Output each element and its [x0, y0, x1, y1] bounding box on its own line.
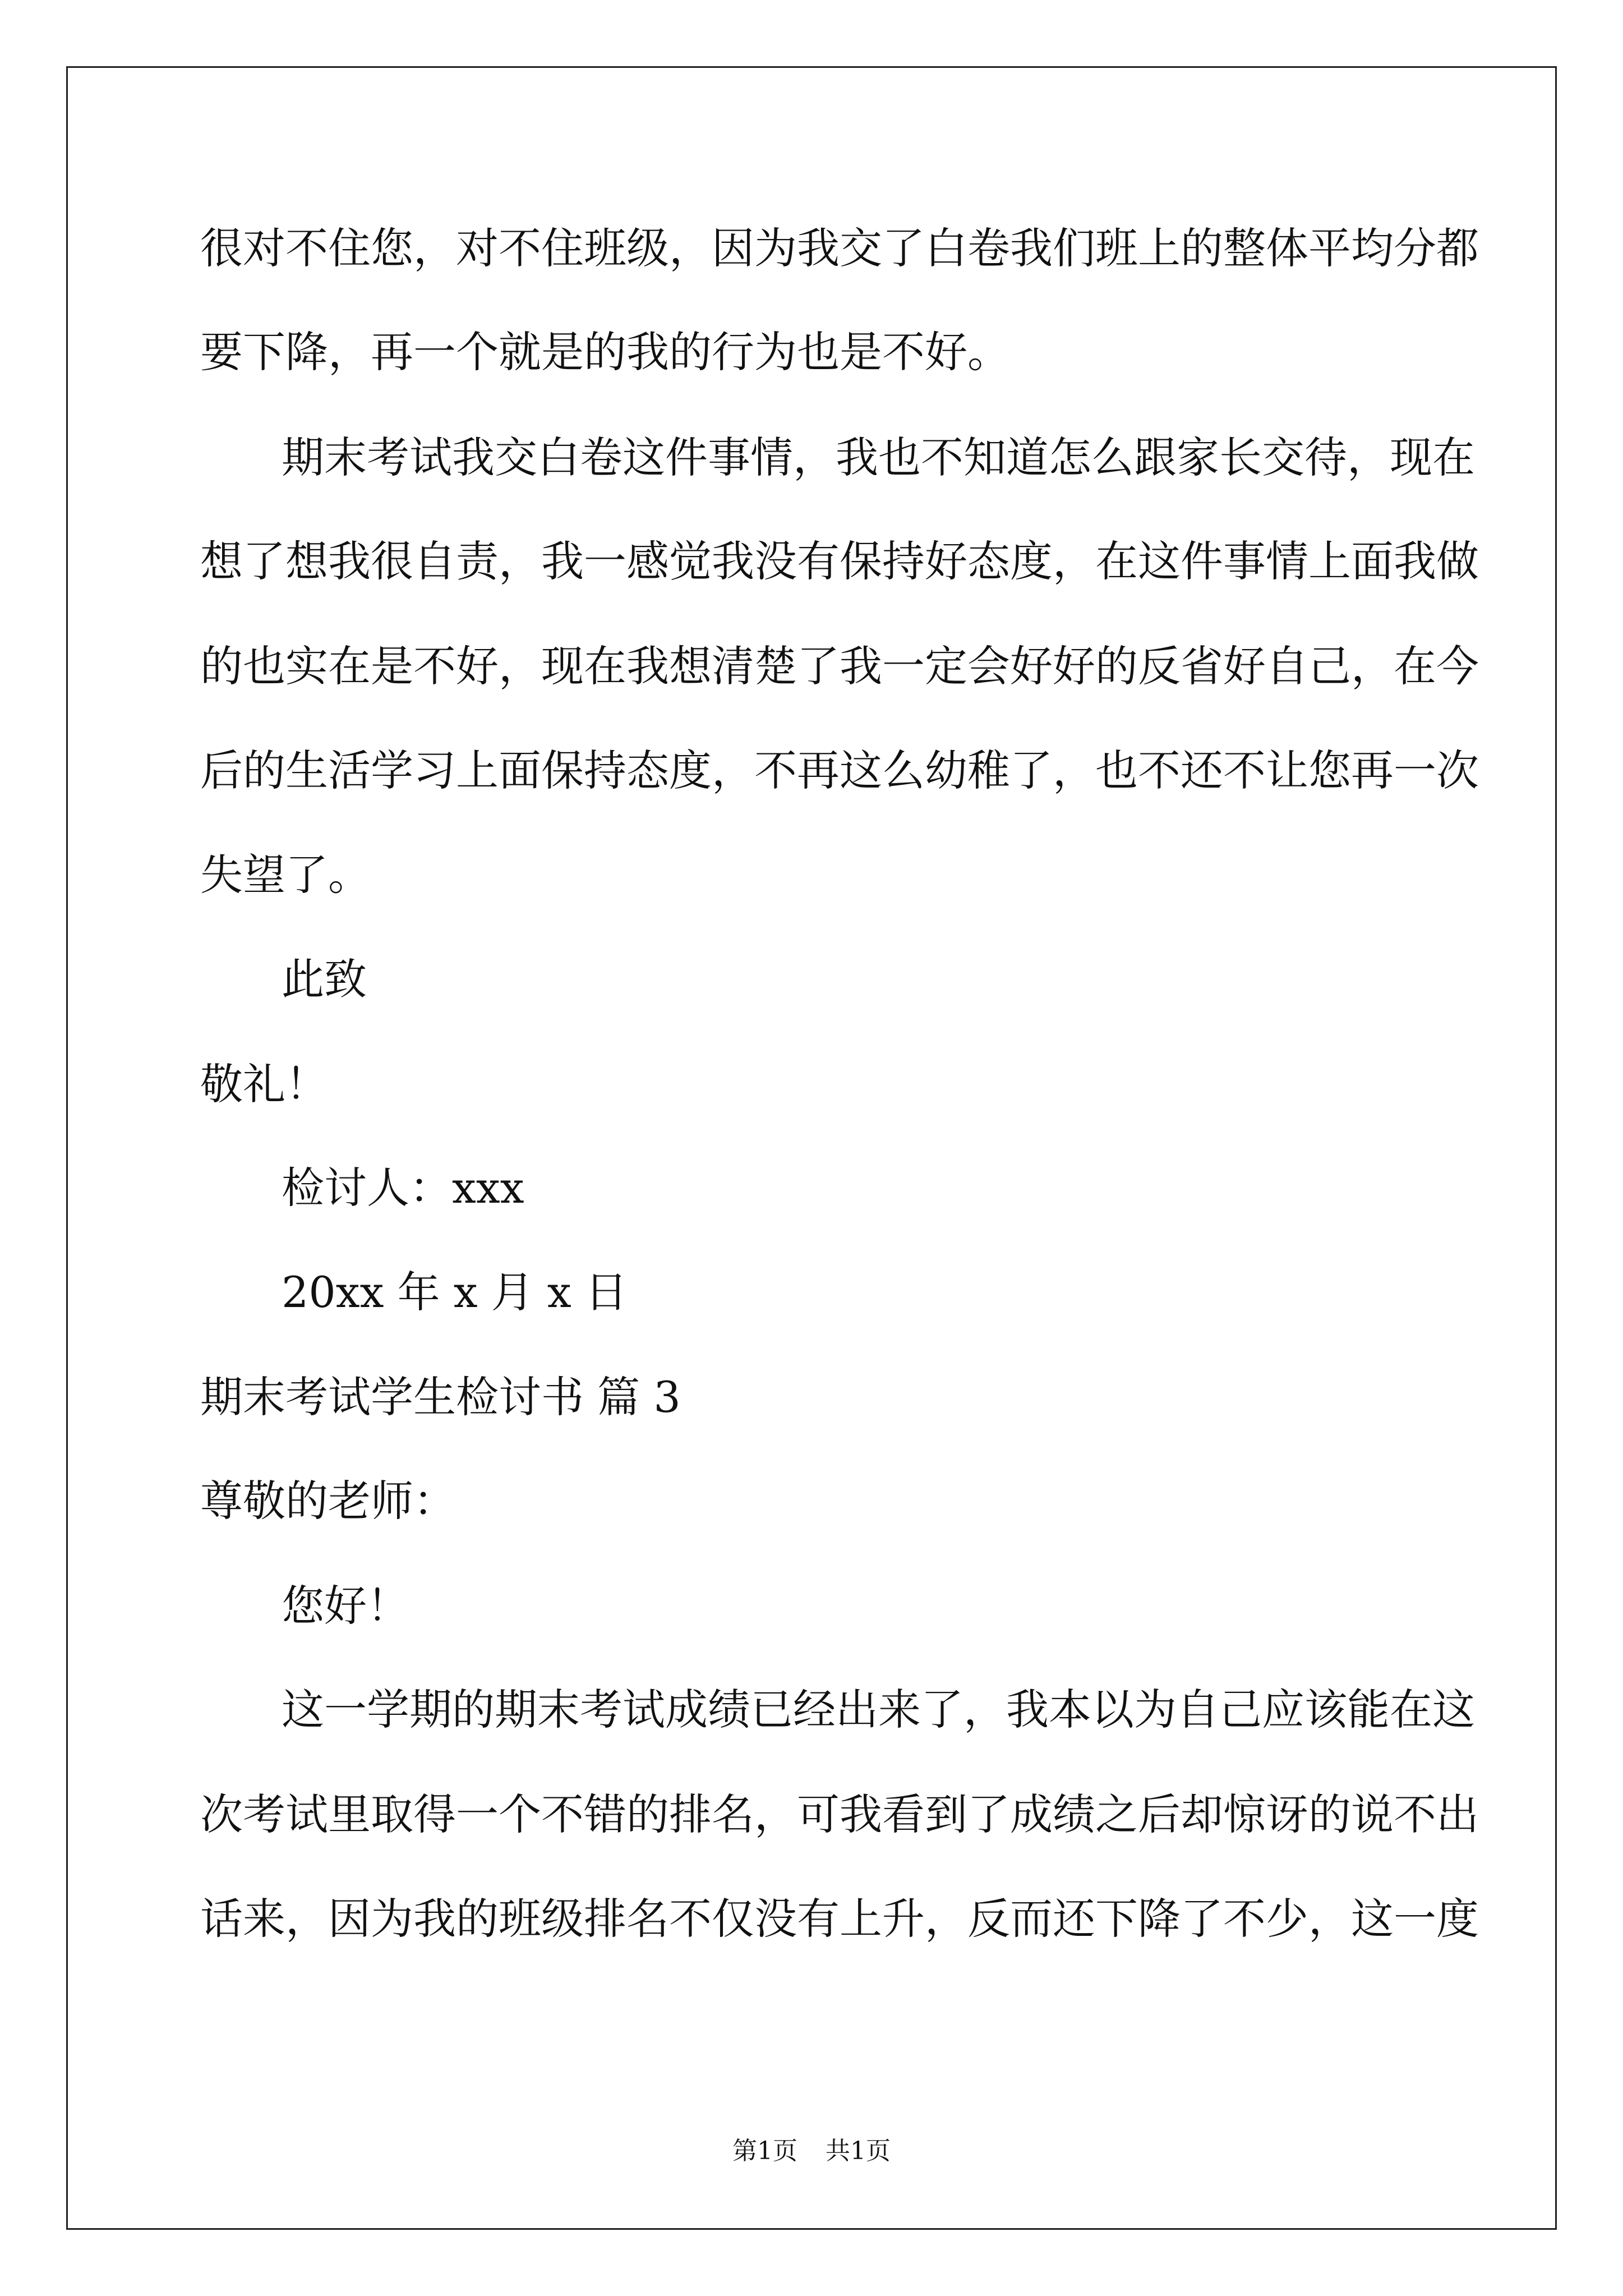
- closing-cizhi: 此致: [282, 954, 367, 1004]
- page-total: 共1页: [826, 2137, 891, 2165]
- paragraph-line: 的也实在是不好，现在我想清楚了我一定会好好的反省好自己，在今: [200, 641, 1479, 691]
- paragraph-line: 话来，因为我的班级排名不仅没有上升，反而还下降了不少，这一度: [200, 1894, 1479, 1944]
- paragraph-line: 期末考试我交白卷这件事情，我也不知道怎么跟家长交待，现在: [282, 432, 1475, 482]
- paragraph-line: 失望了。: [200, 850, 371, 900]
- paragraph-line: 后的生活学习上面保持态度，不再这么幼稚了，也不还不让您再一次: [200, 746, 1479, 795]
- date: 20xx 年 x 月 x 日: [282, 1267, 628, 1317]
- paragraph-line: 这一学期的期末考试成绩已经出来了，我本以为自己应该能在这: [282, 1685, 1475, 1734]
- section-title: 期末考试学生检讨书 篇 3: [200, 1372, 681, 1422]
- closing-jingli: 敬礼！: [200, 1059, 328, 1109]
- page-footer: [0, 2131, 1623, 2166]
- paragraph-line: 次考试里取得一个不错的排名，可我看到了成绩之后却惊讶的说不出: [200, 1789, 1479, 1839]
- salutation: 尊敬的老师：: [200, 1476, 456, 1526]
- paragraph-line: 想了想我很自责，我一感觉我没有保持好态度，在这件事情上面我做: [200, 536, 1479, 586]
- page-number: 第1页: [732, 2137, 797, 2165]
- paragraph-line: 要下降，再一个就是的我的行为也是不好。: [200, 327, 1010, 377]
- paragraph-line: 很对不住您，对不住班级，因为我交了白卷我们班上的整体平均分都: [200, 223, 1479, 273]
- greeting: 您好！: [282, 1581, 409, 1631]
- signer: 检讨人：xxx: [282, 1163, 524, 1213]
